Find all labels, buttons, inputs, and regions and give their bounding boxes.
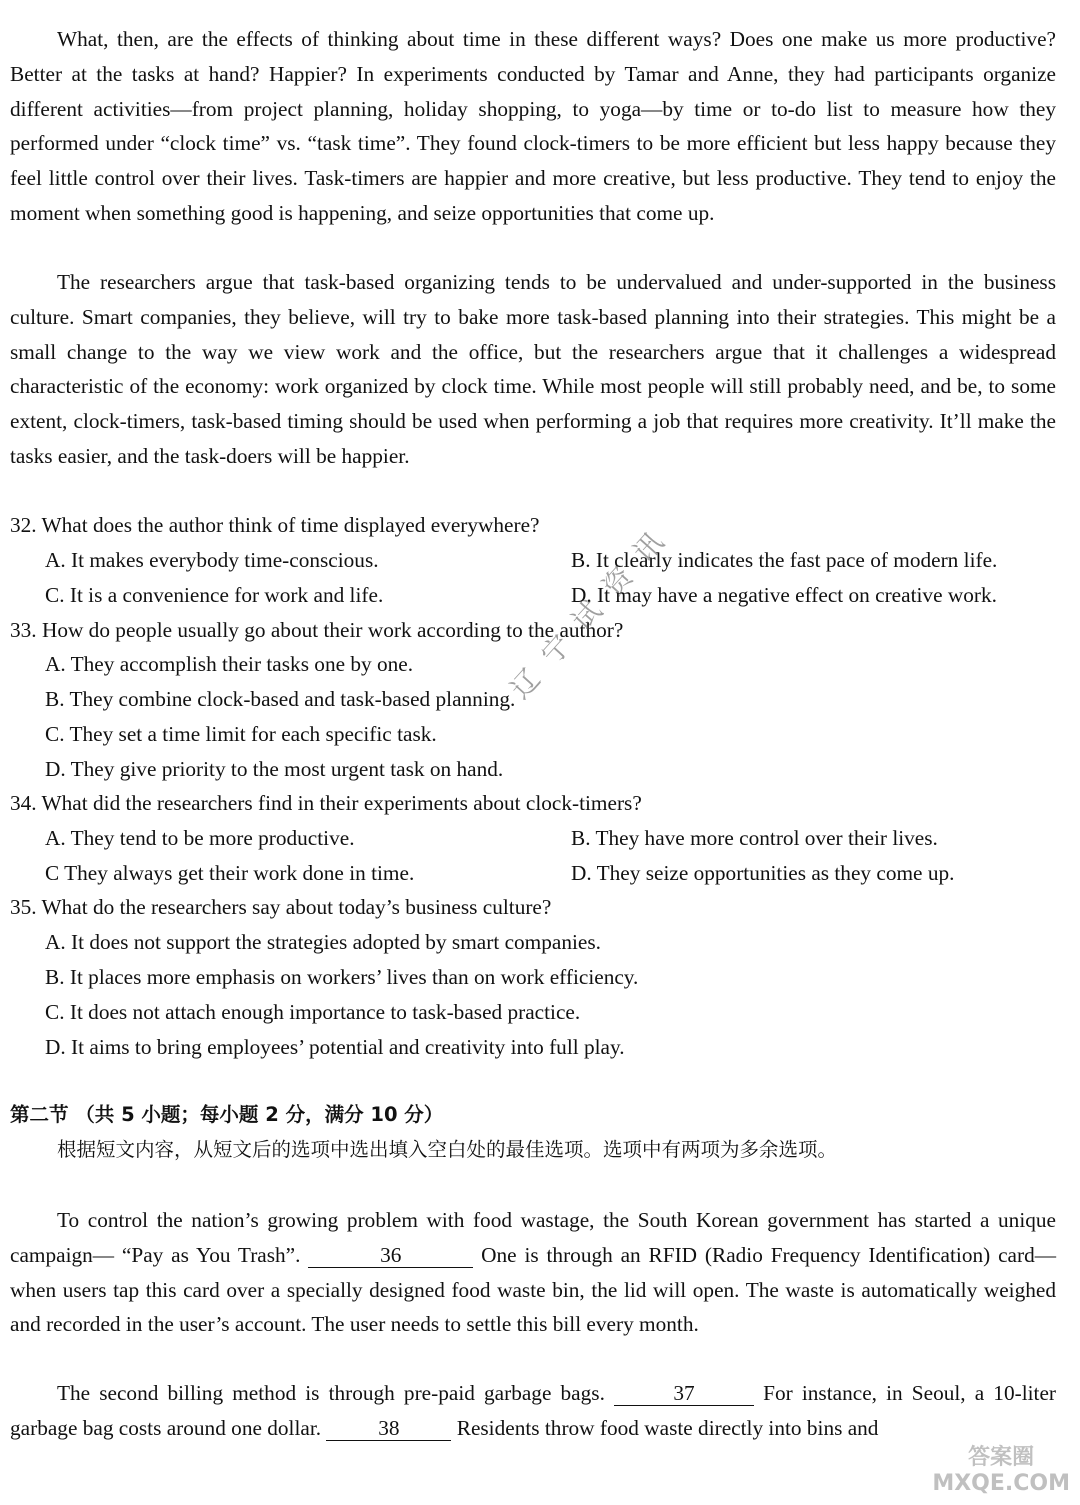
question-34-option-a: A. They tend to be more productive. [45,826,355,850]
question-33-stem: 33. How do people usually go about their work according to the author? [10,618,624,642]
question-35-option-a: A. It does not support the strategies adopted by smart companies. [45,930,601,954]
question-32-option-a: A. It makes everybody time-conscious. [45,548,379,572]
cloze-paragraph-2 [10,1376,1056,1446]
question-32-option-b: B. It clearly indicates the fast pace of modern life. [571,548,998,572]
passage-paragraph-1: What, then, are the effects of thinking about time in these different ways? Does one make us more productive? Better at the tasks at hand? Happier? In experiments conducted by Tamar and Anne, they had participants organize different activities—from project planning, holiday shopping, to yoga—by time or to-do list to measure how they performed under “clock time” vs. “task time”. They found clock-timers to be more efficient but less happy because they feel little control over their lives. Task-timers are happier and more creative, but less productive. They tend to enjoy the moment when something good is happening, and seize opportunities that come up. [10,27,1056,225]
question-32-stem: 32. What does the author think of time displayed everywhere? [10,513,540,537]
question-32-option-c: C. It is a convenience for work and life. [45,583,384,607]
question-34-stem: 34. What did the researchers find in their experiments about clock-timers? [10,791,642,815]
question-33-option-c: C. They set a time limit for each specific task. [45,722,437,746]
question-33-option-b: B. They combine clock-based and task-based planning. [45,687,516,711]
blank-36[interactable]: 36 [308,1243,473,1268]
cloze-text: One is through an RFID (Radio Frequency Identification) card—when users tap this card over a specially designed food waste bin, the lid will open. The waste is automatically weighed and recorded in the user’s account. The user needs to settle this bill every month. [10,1242,1057,1337]
cloze-text: For instance, in Seoul, a 10-liter garbage bag costs around one dollar. [10,1381,1056,1440]
cloze-text: The second billing method is through pre-paid garbage bags. [57,1381,605,1405]
question-35-option-c: C. It does not attach enough importance to task-based practice. [45,1000,581,1024]
question-34-option-b: B. They have more control over their lives. [571,826,938,850]
logo-line-1: 答案圈 [968,1445,1035,1470]
question-35-option-b: B. It places more emphasis on workers’ lives than on work efficiency. [45,965,639,989]
question-35-option-d: D. It aims to bring employees’ potential and creativity into full play. [45,1035,625,1059]
passage-paragraph-2: The researchers argue that task-based organizing tends to be undervalued and under-supported in the business culture. Smart companies, they believe, will try to bake more task-based planning into their strategies. This might be a small change to the way we view work and the office, but the researchers argue that it challenges a widespread characteristic of the economy: work organized by clock time. While most people will still probably need, and be, to some extent, clock-timers, task-based timing should be used when performing a job that requires more creativity. It’ll make the tasks easier, and the task-doers will be happier. [10,270,1056,468]
cloze-text: Residents throw food waste directly into bins and [456,1415,879,1440]
watermark-text: 辽宁试资讯 [503,512,683,706]
question-33-option-d: D. They give priority to the most urgent task on hand. [45,757,504,781]
question-34-option-d: D. They seize opportunities as they come up. [571,861,955,885]
logo-line-2: MXQE.COM [932,1471,1070,1496]
question-34-option-c: C They always get their work done in time. [45,861,415,885]
cloze-text: To control the nation’s growing problem with food wastage, the South Korean government has started a unique campaign— “Pay as You Trash”. [10,1208,1056,1267]
section-2-title: 第二节 （共 5 小题；每小题 2 分，满分 10 分） [10,1103,444,1126]
blank-37[interactable]: 37 [614,1381,754,1406]
section-2-instruction: 根据短文内容，从短文后的选项中选出填入空白处的最佳选项。选项中有两项为多余选项。 [57,1138,838,1161]
question-35-stem: 35. What do the researchers say about today’s business culture? [10,895,552,919]
blank-38[interactable]: 38 [326,1416,451,1441]
site-logo [932,1445,1070,1497]
cloze-paragraph-1 [10,1203,1056,1342]
question-33-option-a: A. They accomplish their tasks one by one. [45,652,414,676]
question-32-option-d: D. It may have a negative effect on creative work. [571,583,997,607]
